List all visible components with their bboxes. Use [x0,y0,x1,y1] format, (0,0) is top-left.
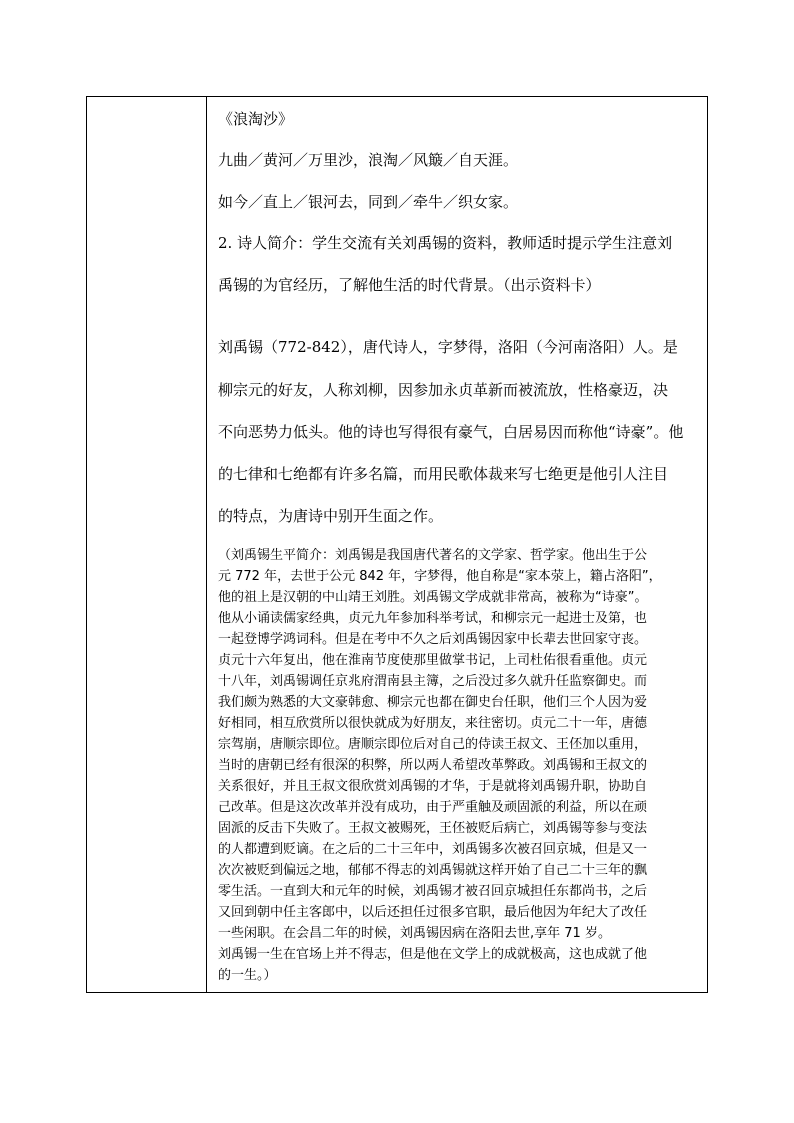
intro-line-2: 禹锡的为官经历，了解他生活的时代背景。（出示资料卡） [218,276,601,294]
bio-line: 元 772 年，去世于公元 842 年，字梦得，他自称是“家本荥上，籍占洛阳”， [218,569,662,584]
bio-line: 贞元十六年复出，他在淮南节度使那里做掌书记，上司杜佑很看重他。贞元 [218,653,648,668]
bio-line: 他从小诵读儒家经典，贞元九年参加科举考试，和柳宗元一起进士及第，也 [218,611,648,626]
card-line-4: 的七律和七绝都有许多名篇，而用民歌体裁来写七绝更是他引人注目 [218,465,669,483]
card-line-3: 不向恶势力低头。他的诗也写得很有豪气，白居易因而称他“诗豪”。他 [218,423,684,441]
card-line-5: 的特点，为唐诗中别开生面之作。 [218,507,444,525]
bio-line: 一些闲职。在会昌二年的时候，刘禹锡因病在洛阳去世,享年 71 岁。 [218,926,611,941]
bio-line: 刘禹锡一生在官场上并不得志，但是他在文学上的成就极高，这也成就了他 [218,947,648,962]
bio-line: （刘禹锡生平简介：刘禹锡是我国唐代著名的文学家、哲学家。他出生于公 [218,548,648,563]
bio-line: 固派的反击下失败了。王叔文被赐死，王伾被贬后病亡，刘禹锡等参与变法 [218,821,648,836]
poem-line-1: 九曲／黄河／万里沙，浪淘／风簸／自天涯。 [218,151,519,169]
bio-line: 次次被贬到偏远之地，郁郁不得志的刘禹锡就这样开始了自己二十三年的飘 [218,863,648,878]
bio-line: 当时的唐朝已经有很深的积弊，所以两人希望改革弊政。刘禹锡和王叔文的 [218,758,648,773]
lesson-table [86,96,708,993]
bio-line: 零生活。一直到大和元年的时候，刘禹锡才被召回京城担任东都尚书，之后 [218,884,648,899]
bio-line: 的人都遭到贬谪。在之后的二十三年中，刘禹锡多次被召回京城，但是又一 [218,842,648,857]
bio-line: 我们颇为熟悉的大文豪韩愈、柳宗元也都在御史台任职，他们三个人因为爱 [218,695,648,710]
bio-line: 他的祖上是汉朝的中山靖王刘胜。刘禹锡文学成就非常高，被称为“诗豪”。 [218,590,648,605]
card-line-2: 柳宗元的好友，人称刘柳，因参加永贞革新而被流放，性格豪迈，决 [218,381,669,399]
bio-line: 一起登博学鸿词科。但是在考中不久之后刘禹锡因家中长辈去世回家守丧。 [218,632,648,647]
intro-line-1: 2. 诗人简介：学生交流有关刘禹锡的资料，教师适时提示学生注意刘 [218,234,673,252]
card-line-1: 刘禹锡（772-842），唐代诗人，字梦得，洛阳（今河南洛阳）人。是 [218,338,678,356]
biography-paragraph [218,545,706,986]
poem-title: 《浪淘沙》 [218,110,294,128]
bio-line: 己改革。但是这次改革并没有成功，由于严重触及顽固派的利益，所以在顽 [218,800,648,815]
bio-line: 的一生。） [218,968,277,983]
bio-line: 十八年，刘禹锡调任京兆府渭南县主簿，之后没过多久就升任监察御史。而 [218,674,648,689]
bio-line: 关系很好，并且王叔文很欣赏刘禹锡的才华，于是就将刘禹锡升职，协助自 [218,779,648,794]
bio-line: 又回到朝中任主客郎中，以后还担任过很多官职，最后他因为年纪大了改任 [218,905,648,920]
bio-line: 好相同，相互欣赏所以很快就成为好朋友，来往密切。贞元二十一年，唐德 [218,716,648,731]
poem-line-2: 如今／直上／银河去，同到／牵牛／织女家。 [218,193,519,211]
column-divider [206,97,207,992]
bio-line: 宗驾崩，唐顺宗即位。唐顺宗即位后对自己的侍读王叔文、王伾加以重用， [218,737,648,752]
